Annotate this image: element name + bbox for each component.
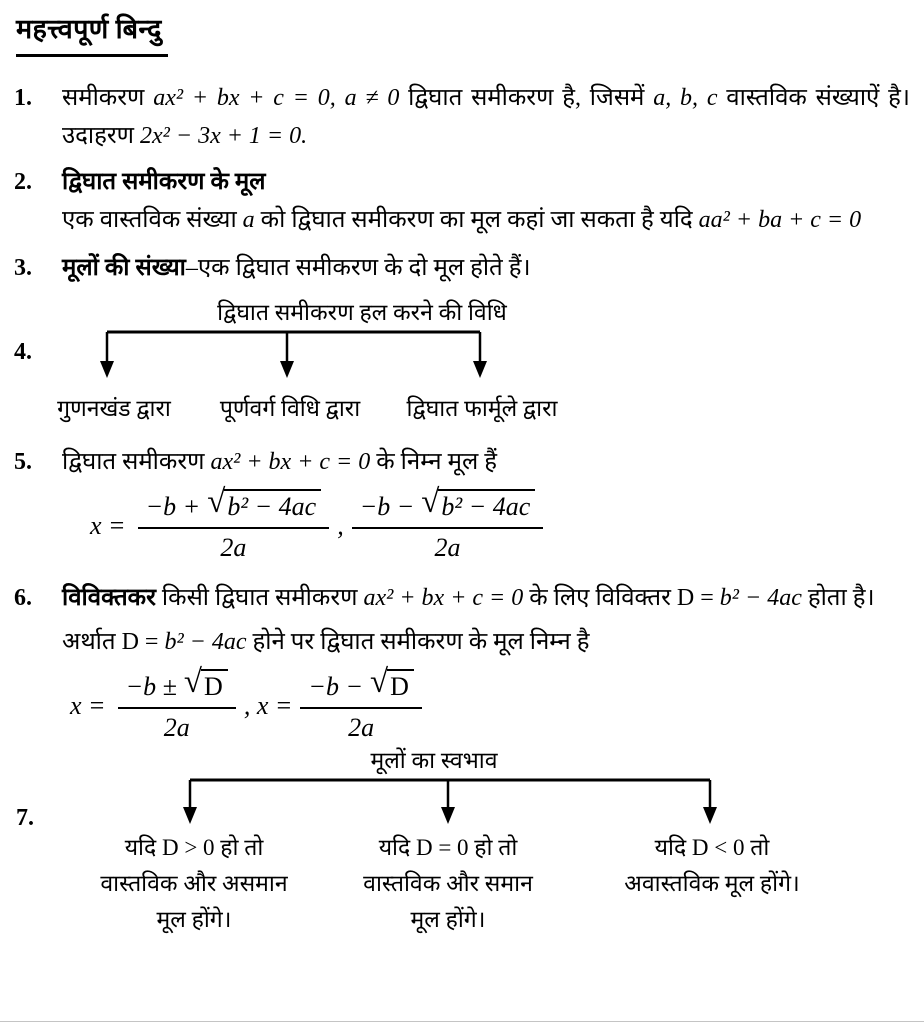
math-expression: 2x² − 3x + 1 = 0. xyxy=(140,123,308,150)
text-segment: होता है। xyxy=(801,585,875,612)
radicand: D xyxy=(201,669,228,702)
tree-branch-labels xyxy=(14,830,910,948)
arrowhead-icon xyxy=(441,807,455,824)
radical-icon: √ xyxy=(207,484,226,521)
arrowhead-icon xyxy=(100,361,114,378)
list-item-1 xyxy=(14,79,910,155)
math-expression: D = xyxy=(121,629,165,656)
item-number: 3. xyxy=(14,255,32,282)
text-segment: होने पर द्विघात समीकरण के मूल निम्न है xyxy=(246,629,590,656)
list-item-7 xyxy=(14,745,910,948)
text-segment: तो xyxy=(744,835,770,861)
text-segment: द्विघात समीकरण xyxy=(62,449,211,476)
text-segment: समीकरण xyxy=(62,85,154,112)
radicand: b² − 4ac xyxy=(438,489,535,522)
fraction-numerator xyxy=(352,484,544,529)
list-item-5 xyxy=(14,443,910,481)
radicand: b² − 4ac xyxy=(224,489,321,522)
item-number: 4. xyxy=(14,339,32,366)
item-number: 5. xyxy=(14,449,32,476)
text-segment: हो तो xyxy=(468,835,518,861)
text-segment: एक वास्तविक संख्या xyxy=(62,207,243,234)
branch-result-line: वास्तविक और समान xyxy=(363,871,533,897)
formula-separator: , x = xyxy=(243,691,293,721)
radical-icon: √ xyxy=(421,484,440,521)
formula-separator: , xyxy=(337,511,344,541)
item-body xyxy=(62,623,910,661)
text-segment: के लिए विविक्तर xyxy=(523,585,677,612)
arrowhead-icon xyxy=(183,807,197,824)
arrowhead-icon xyxy=(703,807,717,824)
square-root xyxy=(370,664,414,702)
arrowhead-icon xyxy=(473,361,487,378)
numerator-prefix: −b − xyxy=(359,492,415,522)
fraction-denominator: 2a xyxy=(348,713,375,743)
branch-label-completing-square: पूर्णवर्ग विधि द्वारा xyxy=(219,396,361,422)
page-title: महत्त्वपूर्ण बिन्दु xyxy=(16,12,168,57)
text-segment: यदि xyxy=(378,835,416,861)
branch-condition xyxy=(100,830,287,866)
text-segment: वास्तविक संख्याऐं है। उदाहरण xyxy=(62,85,910,150)
fraction-denominator: 2a xyxy=(163,713,190,743)
numerator-prefix: −b − xyxy=(308,672,364,702)
tree-branch-labels xyxy=(57,391,662,429)
math-expression: D > 0 xyxy=(161,835,215,861)
item-number: 6. xyxy=(14,585,32,612)
fraction-denominator: 2a xyxy=(434,533,461,563)
tree-bracket-arrows xyxy=(14,777,910,825)
item-heading: द्विघात समीकरण के मूल xyxy=(62,169,266,196)
item-number: 1. xyxy=(14,85,32,112)
tree-title: द्विघात समीकरण हल करने की विधि xyxy=(217,300,507,326)
branch-result-line: वास्तविक और असमान xyxy=(100,871,288,897)
discriminant-roots-formula xyxy=(70,664,910,743)
math-expression: D < 0 xyxy=(691,835,745,861)
item-text xyxy=(62,579,910,661)
branch-condition xyxy=(363,830,533,866)
item-number: 2. xyxy=(14,169,32,196)
branch-label-quadratic-formula: द्विघात फार्मूले द्वारा xyxy=(406,396,558,422)
fraction xyxy=(138,484,330,563)
item-text xyxy=(62,249,910,287)
math-expression: ax² + bx + c = 0, a ≠ 0 xyxy=(153,85,400,112)
math-expression: D = xyxy=(676,585,720,612)
arrowhead-icon xyxy=(280,361,294,378)
radical-icon: √ xyxy=(370,664,389,701)
square-root xyxy=(207,484,321,522)
math-expression: aa² + ba + c = 0 xyxy=(698,207,862,234)
item-body xyxy=(62,579,910,617)
fraction-numerator xyxy=(300,664,422,709)
item-heading: मूलों की संख्या xyxy=(62,255,186,282)
branch-result-line: मूल होंगे। xyxy=(156,907,232,933)
branch-result-line: अवास्तविक मूल होंगे। xyxy=(624,871,800,897)
branch-label-factorisation: गुणनखंड द्वारा xyxy=(57,396,171,422)
numerator-prefix: −b + xyxy=(145,492,201,522)
list-item-4 xyxy=(14,297,910,429)
text-segment: हो तो xyxy=(214,835,264,861)
math-expression: ax² + bx + c = 0 xyxy=(210,449,371,476)
math-expression: a, b, c xyxy=(653,85,718,112)
item-text xyxy=(62,443,910,481)
text-segment: को द्विघात समीकरण का मूल कहां जा सकता है यदि xyxy=(254,207,699,234)
text-segment: के निम्न मूल हैं xyxy=(370,449,497,476)
list-item-6 xyxy=(14,579,910,661)
formula-lhs: x = xyxy=(90,511,126,541)
fraction-denominator: 2a xyxy=(220,533,247,563)
math-expression: a xyxy=(242,207,255,234)
text-segment: यदि xyxy=(654,835,692,861)
list-item-3 xyxy=(14,249,910,287)
branch-d-zero xyxy=(363,830,533,938)
methods-tree-diagram xyxy=(57,297,662,429)
math-expression: b² − 4ac xyxy=(719,585,802,612)
fraction xyxy=(352,484,544,563)
math-expression: b² − 4ac xyxy=(164,629,247,656)
branch-d-positive xyxy=(100,830,287,938)
quadratic-roots-formula xyxy=(90,484,910,563)
fraction-numerator xyxy=(138,484,330,529)
numerator-prefix: −b ± xyxy=(125,672,177,702)
fraction xyxy=(118,664,236,743)
item-number: 7. xyxy=(16,805,34,832)
page-bottom-rule xyxy=(0,1021,924,1022)
math-expression: D = 0 xyxy=(415,835,469,861)
fraction-numerator xyxy=(118,664,236,709)
text-segment: द्विघात समीकरण है, जिसमें xyxy=(399,85,654,112)
tree-bracket-arrows xyxy=(62,329,662,379)
list-item-2 xyxy=(14,163,910,239)
text-segment: किसी द्विघात समीकरण xyxy=(155,585,364,612)
math-expression: ax² + bx + c = 0 xyxy=(363,585,524,612)
formula-lhs: x = xyxy=(70,691,106,721)
square-root xyxy=(421,484,535,522)
fraction xyxy=(300,664,422,743)
item-text xyxy=(62,79,910,155)
radicand: D xyxy=(387,669,414,702)
branch-result-line: मूल होंगे। xyxy=(410,907,486,933)
item-body xyxy=(62,201,910,239)
item-text xyxy=(62,163,910,239)
item-heading: विविक्तकर xyxy=(62,585,156,612)
radical-icon: √ xyxy=(183,664,203,701)
text-segment: –एक द्विघात समीकरण के दो मूल होते हैं। xyxy=(185,255,531,282)
square-root xyxy=(183,664,228,702)
tree-title: मूलों का स्वभाव xyxy=(370,748,498,774)
text-segment: अर्थात xyxy=(62,629,122,656)
item-body xyxy=(57,297,910,429)
branch-d-negative xyxy=(624,830,799,902)
text-segment: यदि xyxy=(124,835,162,861)
branch-condition xyxy=(624,830,799,866)
